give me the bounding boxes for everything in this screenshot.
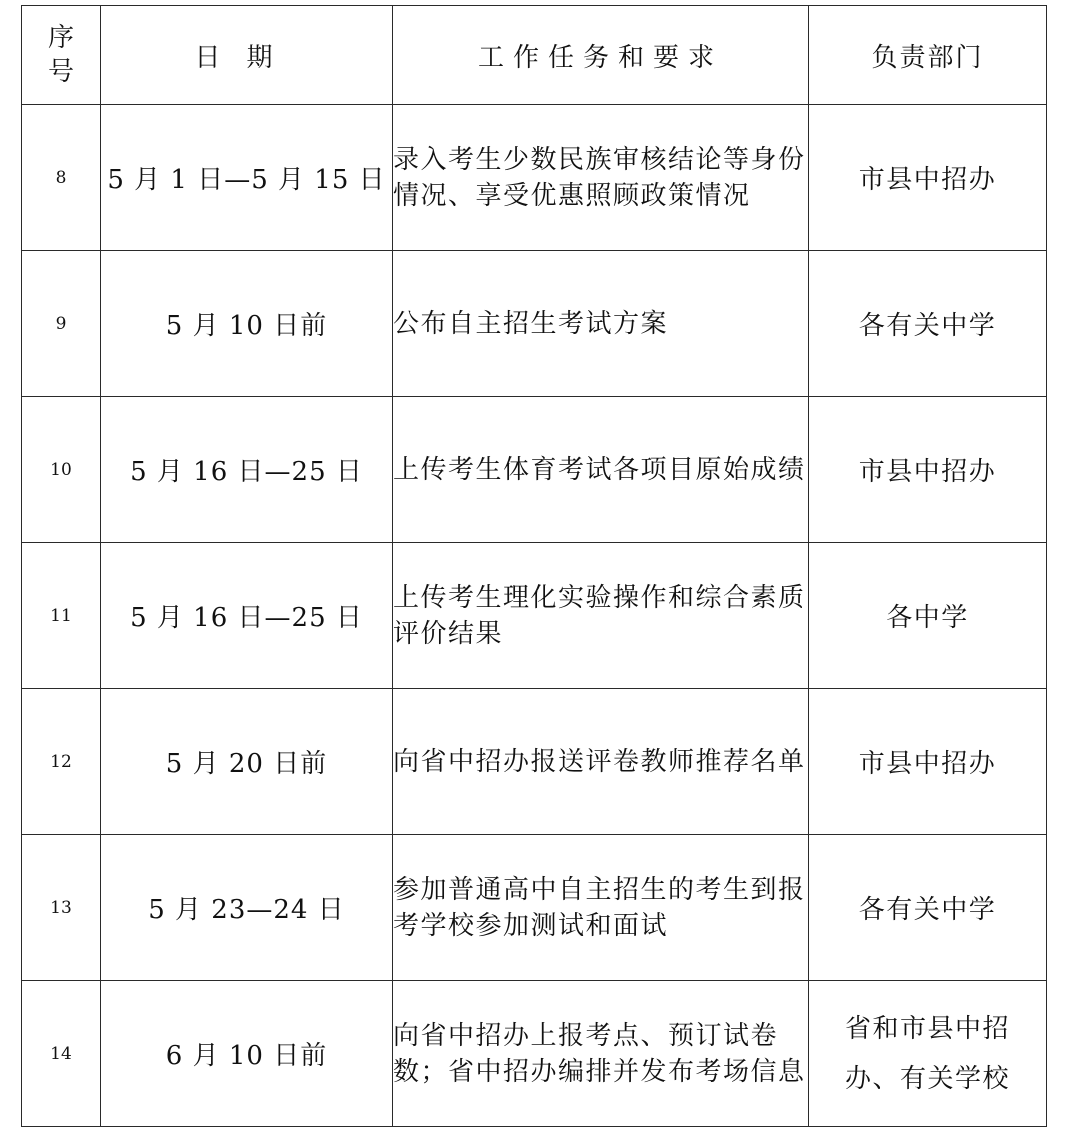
header-no: 序号	[22, 6, 101, 105]
table-row	[22, 397, 1047, 543]
row-number: 12	[22, 689, 101, 835]
row-dept: 省和市县中招办、有关学校	[809, 981, 1047, 1127]
row-task: 录入考生少数民族审核结论等身份情况、享受优惠照顾政策情况	[393, 105, 809, 251]
schedule-table	[21, 5, 1047, 1127]
row-dept: 市县中招办	[809, 105, 1047, 251]
row-dept: 各有关中学	[809, 251, 1047, 397]
row-dept: 市县中招办	[809, 689, 1047, 835]
table-row	[22, 835, 1047, 981]
row-date: 5 月 23—24 日	[101, 835, 393, 981]
row-task: 公布自主招生考试方案	[393, 251, 809, 397]
row-number: 9	[22, 251, 101, 397]
row-task: 参加普通高中自主招生的考生到报考学校参加测试和面试	[393, 835, 809, 981]
row-number: 13	[22, 835, 101, 981]
row-date: 6 月 10 日前	[101, 981, 393, 1127]
header-row	[22, 6, 1047, 105]
row-dept: 各中学	[809, 543, 1047, 689]
table-row	[22, 105, 1047, 251]
row-date: 5 月 16 日—25 日	[101, 543, 393, 689]
row-task: 上传考生理化实验操作和综合素质评价结果	[393, 543, 809, 689]
row-date: 5 月 20 日前	[101, 689, 393, 835]
row-task: 向省中招办上报考点、预订试卷数；省中招办编排并发布考场信息	[393, 981, 809, 1127]
row-date: 5 月 1 日—5 月 15 日	[101, 105, 393, 251]
row-number: 10	[22, 397, 101, 543]
table-row	[22, 981, 1047, 1127]
header-task: 工作任务和要求	[393, 6, 809, 105]
row-dept: 各有关中学	[809, 835, 1047, 981]
header-date: 日期	[101, 6, 393, 105]
row-task: 上传考生体育考试各项目原始成绩	[393, 397, 809, 543]
row-dept: 市县中招办	[809, 397, 1047, 543]
row-date: 5 月 10 日前	[101, 251, 393, 397]
row-number: 14	[22, 981, 101, 1127]
table-row	[22, 543, 1047, 689]
row-number: 11	[22, 543, 101, 689]
row-task: 向省中招办报送评卷教师推荐名单	[393, 689, 809, 835]
table-row	[22, 251, 1047, 397]
table-row	[22, 689, 1047, 835]
row-date: 5 月 16 日—25 日	[101, 397, 393, 543]
row-number: 8	[22, 105, 101, 251]
header-dept: 负责部门	[809, 6, 1047, 105]
